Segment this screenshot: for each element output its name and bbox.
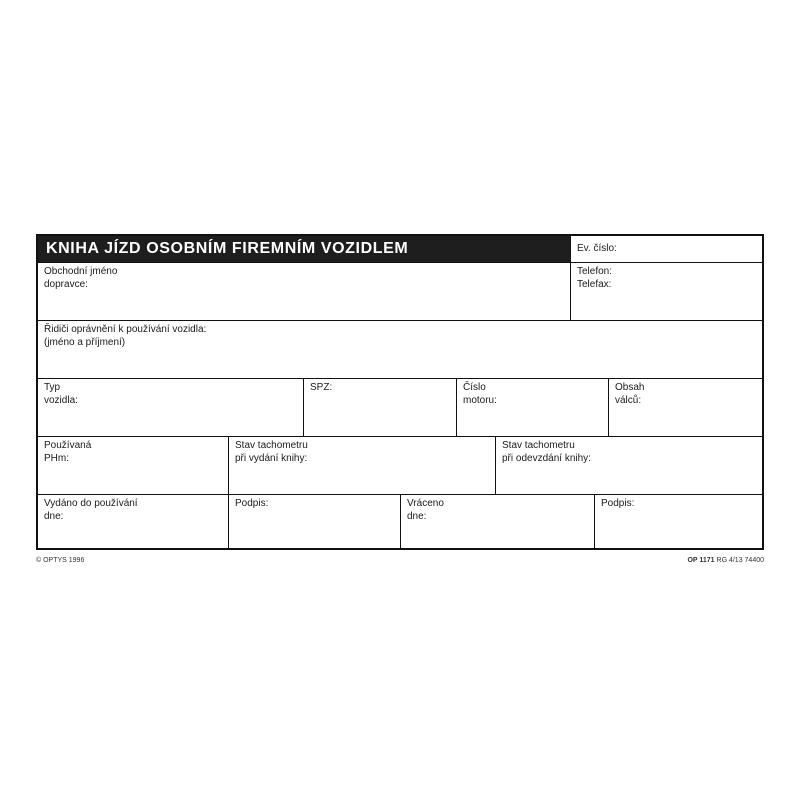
typ-vozidla-field[interactable]: Typ vozidla: (38, 379, 304, 436)
ridici-field[interactable]: Řidiči oprávnění k používání vozidla: (jméno a příjmení) (44, 324, 207, 348)
footer-copyright: © OPTYS 1996 (36, 557, 85, 564)
form-row-drivers (38, 321, 762, 379)
spz-field[interactable]: SPZ: (304, 379, 457, 436)
obchodni-jmeno-field[interactable]: Obchodní jméno dopravce: (38, 263, 571, 320)
logbook-form (36, 234, 764, 550)
vraceno-dne-field[interactable]: Vráceno dne: (401, 495, 595, 550)
telefon-telefax-field[interactable]: Telefon: Telefax: (577, 266, 613, 290)
stav-tachometru-vydani-field[interactable]: Stav tachometru při vydání knihy: (229, 437, 496, 494)
form-row-title (38, 236, 762, 263)
form-row-odometer (38, 437, 762, 495)
cislo-motoru-field[interactable]: Číslo motoru: (457, 379, 609, 436)
form-row-vehicle (38, 379, 762, 437)
pouzivana-phm-field[interactable]: Používaná PHm: (38, 437, 229, 494)
stav-tachometru-odevzdani-field[interactable]: Stav tachometru při odevzdání knihy: (502, 440, 591, 464)
footer-form-code (687, 557, 764, 564)
form-row-company (38, 263, 762, 321)
podpis-vydani-field[interactable]: Podpis: (229, 495, 401, 550)
vydano-dne-field[interactable]: Vydáno do používání dne: (38, 495, 229, 550)
form-code-revision: RG 4/13 74400 (716, 557, 764, 564)
obsah-valcu-field[interactable]: Obsah válců: (615, 382, 645, 406)
ev-cislo-field[interactable]: Ev. číslo: (577, 243, 617, 254)
podpis-vraceni-field[interactable]: Podpis: (601, 498, 635, 509)
form-row-issue-return (38, 495, 762, 550)
form-title: KNIHA JÍZD OSOBNÍM FIREMNÍM VOZIDLEM (38, 236, 571, 262)
form-code-number: OP 1171 (687, 557, 715, 564)
